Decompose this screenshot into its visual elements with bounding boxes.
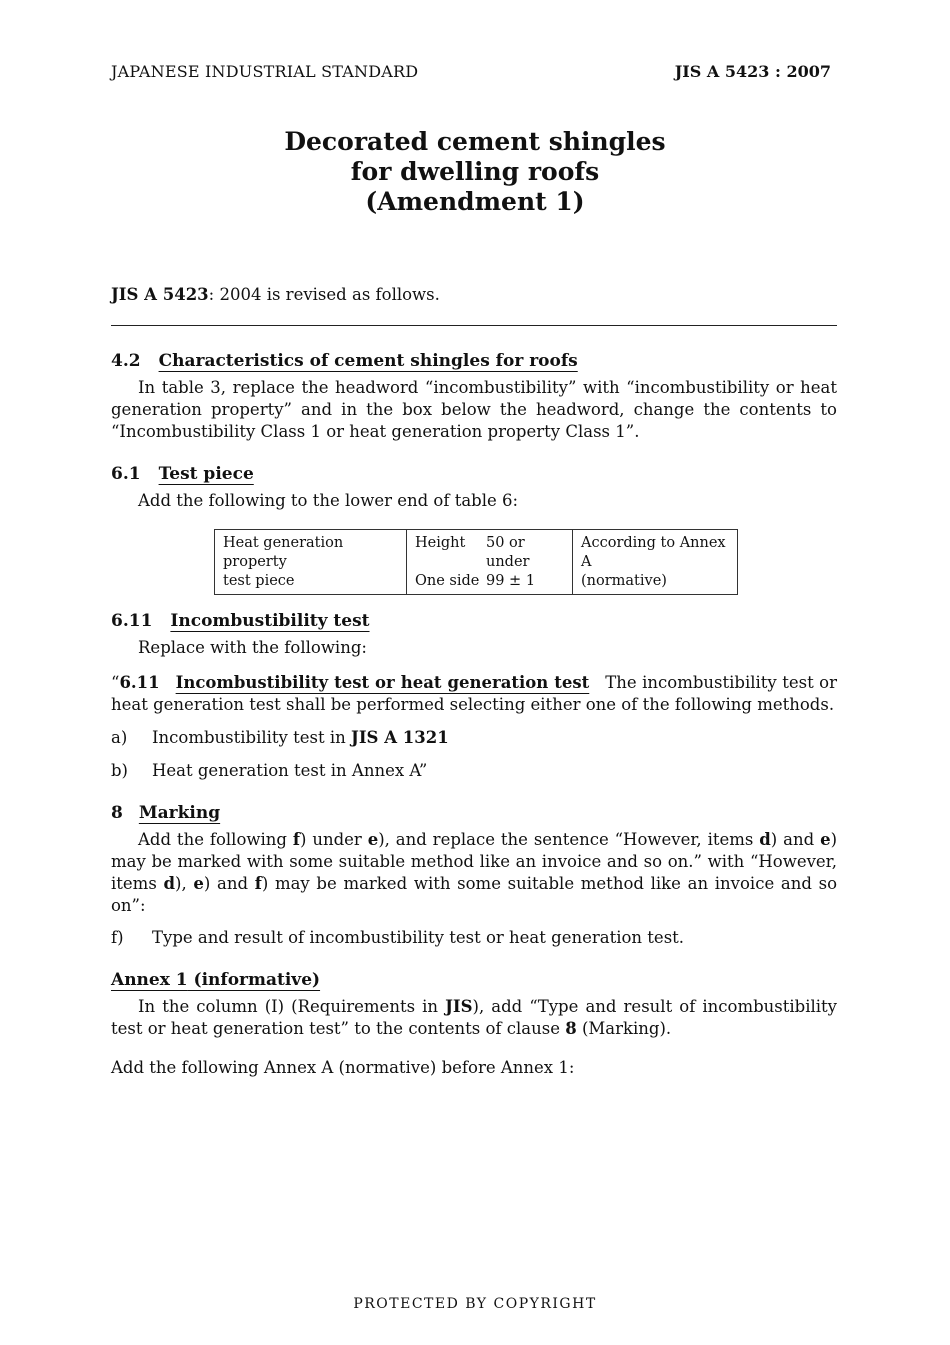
intro-standard: JIS A 5423 [111, 285, 209, 304]
quoted-section-title: Incombustibility test or heat generation test [175, 673, 590, 692]
list-item: b) Heat generation test in Annex A” [111, 761, 428, 780]
section-number: 6.11 [111, 611, 153, 631]
header-code: JIS A 5423 [674, 62, 770, 81]
section-title: Marking [138, 803, 221, 823]
section-8-body: Add the following f) under e), and replace the sentence “However, items d) and e) may be marked with some suitable method like an invoice and so on.” with “However, items d), e) and f) may be marked with some suitable method like an invoice and so on”: [111, 830, 837, 915]
section-number: 6.1 [111, 464, 141, 484]
section-6-11-heading [111, 611, 370, 631]
footer-copyright: PROTECTED BY COPYRIGHT [353, 1296, 597, 1312]
annex-1-body: In the column (I) (Requirements in JIS), add “Type and result of incombustibility test or heat generation test” to the contents of clause 8 (Marking). [111, 997, 837, 1038]
page-title-line-3: (Amendment 1) [365, 187, 585, 216]
table-cell: Height 50 or under One side 99 ± 1 [407, 530, 573, 595]
section-title: Test piece [158, 464, 254, 484]
header-year: : 2007 [774, 62, 831, 81]
annex-closing-text: Add the following Annex A (normative) before Annex 1: [111, 1058, 575, 1077]
section-6-1-heading [111, 464, 254, 484]
section-title: Characteristics of cement shingles for roofs [158, 351, 578, 371]
section-6-1-body: Add the following to the lower end of table 6: [138, 491, 519, 510]
section-6-11-quote: “6.11 Incombustibility test or heat generation test The incombustibility test or heat generation test shall be performed selecting either one of the following methods. [111, 673, 837, 714]
annex-1-heading [111, 970, 320, 990]
section-4-2-heading [111, 351, 578, 371]
list-item: a) Incombustibility test in JIS A 1321 [111, 728, 449, 747]
list-item: f) Type and result of incombustibility test or heat generation test. [111, 928, 685, 947]
section-title: Incombustibility test [170, 611, 370, 631]
annex-1-title: Annex 1 (informative) [111, 970, 321, 990]
divider [111, 325, 837, 326]
table-cell: Heat generation property test piece [215, 530, 407, 595]
section-number: 8 [111, 803, 123, 823]
header-standard-label: JAPANESE INDUSTRIAL STANDARD [111, 62, 419, 81]
page-title-line-2: for dwelling roofs [350, 157, 600, 186]
intro-text [111, 284, 440, 306]
section-4-2-body: In table 3, replace the headword “incombustibility” with “incombustibility or heat generation property” and in the box below the headword, change the contents to “Incombustibility Class 1 or heat generation property Class 1”. [111, 378, 837, 441]
header-standard-code [675, 62, 831, 81]
page-title-line-1: Decorated cement shingles [284, 127, 666, 156]
table-cell: According to Annex A (normative) [573, 530, 738, 595]
table-6-addition [214, 529, 738, 595]
table-row [215, 530, 738, 595]
section-6-11-body: Replace with the following: [138, 638, 367, 657]
intro-body: : 2004 is revised as follows. [208, 285, 440, 304]
section-8-heading [111, 803, 220, 823]
section-number: 4.2 [111, 351, 141, 371]
